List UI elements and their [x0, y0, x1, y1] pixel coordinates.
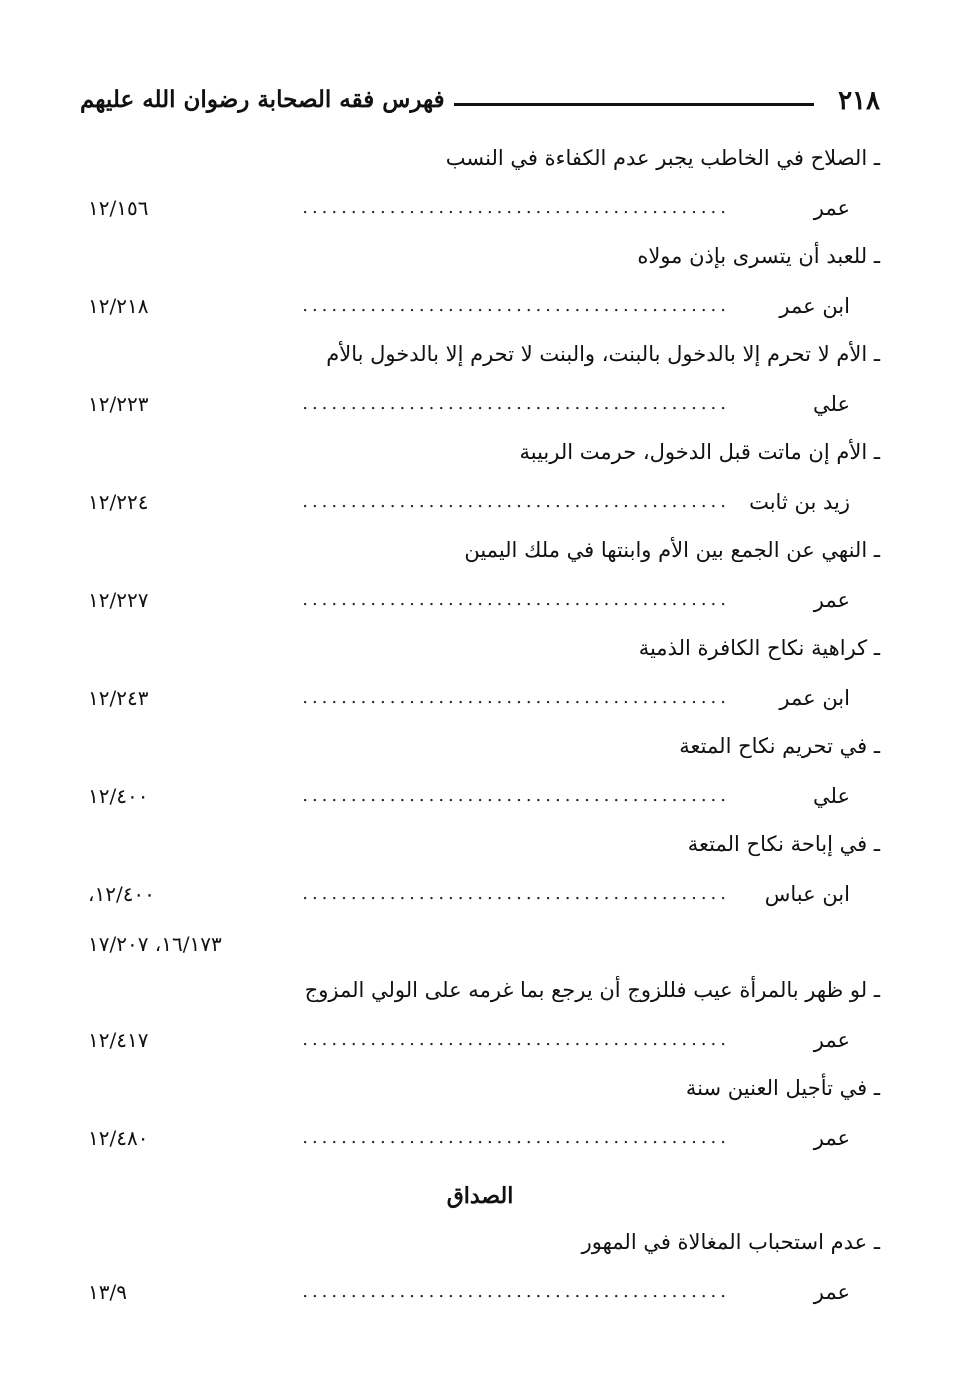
companion-name: عمر [813, 1280, 850, 1304]
companion-name: ابن عباس [764, 882, 850, 906]
volume-page-citation: ١٢/٢٢٣ [88, 392, 149, 416]
section-heading: الصداق [446, 1183, 514, 1209]
volume-page-citation: ١٢/٤٠٠ [88, 784, 149, 808]
leader-dots: ............................................ [302, 589, 730, 610]
volume-page-citation: ١٢/١٥٦ [88, 196, 149, 220]
volume-page-citation: ١٢/٤٠٠، [88, 882, 155, 906]
companion-name: علي [813, 784, 850, 808]
index-reference [80, 1018, 850, 1068]
leader-dots: ............................................ [302, 491, 730, 512]
companion-name: عمر [813, 588, 850, 612]
companion-name: ابن عمر [779, 294, 850, 318]
index-reference [80, 186, 850, 236]
companion-name: عمر [813, 196, 850, 220]
volume-page-citation: ١٢/٢٢٤ [88, 490, 149, 514]
leader-dots: ............................................ [302, 687, 730, 708]
index-reference [80, 1116, 850, 1166]
index-entries [80, 138, 880, 1320]
index-reference [80, 1270, 850, 1320]
leader-dots: ............................................ [302, 785, 730, 806]
volume-page-citation: ١٣/٩ [88, 1280, 127, 1304]
index-topic: ـ لو ظهر بالمرأة عيب فللزوج أن يرجع بما غرمه على الولي المزوج [304, 978, 880, 1002]
volume-page-citation: ١٢/٢٤٣ [88, 686, 149, 710]
leader-dots: ............................................ [302, 1029, 730, 1050]
companion-name: ابن عمر [779, 686, 850, 710]
page-header [80, 86, 880, 126]
index-topic: ـ في تحريم نكاح المتعة [679, 734, 880, 758]
index-reference [80, 774, 850, 824]
index-topic: ـ كراهية نكاح الكافرة الذمية [638, 636, 880, 660]
volume-page-citation: ١٢/٢١٨ [88, 294, 149, 318]
volume-page-citation: ١٢/٤٨٠ [88, 1126, 149, 1150]
index-topic: ـ الأم لا تحرم إلا بالدخول بالبنت، والبنت لا تحرم إلا بالدخول بالأم [326, 342, 880, 366]
index-topic: ـ عدم استحباب المغالاة في المهور [581, 1230, 880, 1254]
index-reference [80, 480, 850, 530]
index-topic: ـ الأم إن ماتت قبل الدخول، حرمت الربيبة [519, 440, 880, 464]
index-reference [80, 578, 850, 628]
index-topic: ـ للعبد أن يتسرى بإذن مولاه [637, 244, 880, 268]
index-topic: ـ الصلاح في الخاطب يجبر عدم الكفاءة في النسب [445, 146, 880, 170]
companion-name: عمر [813, 1028, 850, 1052]
leader-dots: ............................................ [302, 1281, 730, 1302]
citation-continuation: ١٦/١٧٣، ١٧/٢٠٧ [88, 932, 222, 956]
index-reference [80, 676, 850, 726]
index-topic: ـ النهي عن الجمع بين الأم وابنتها في ملك اليمين [464, 538, 880, 562]
index-reference [80, 872, 850, 922]
header-rule [454, 103, 814, 106]
companion-name: زيد بن ثابت [749, 490, 850, 514]
volume-page-citation: ١٢/٢٢٧ [88, 588, 149, 612]
leader-dots: ............................................ [302, 883, 730, 904]
leader-dots: ............................................ [302, 1127, 730, 1148]
index-reference [80, 284, 850, 334]
leader-dots: ............................................ [302, 295, 730, 316]
leader-dots: ............................................ [302, 393, 730, 414]
page-number: ٢١٨ [838, 86, 880, 116]
volume-page-citation: ١٢/٤١٧ [88, 1028, 149, 1052]
companion-name: عمر [813, 1126, 850, 1150]
index-topic: ـ في إباحة نكاح المتعة [687, 832, 880, 856]
index-topic: ـ في تأجيل العنين سنة [685, 1076, 880, 1100]
leader-dots: ............................................ [302, 197, 730, 218]
running-title: فهرس فقه الصحابة رضوان الله عليهم [80, 86, 445, 113]
index-reference [80, 382, 850, 432]
companion-name: علي [813, 392, 850, 416]
